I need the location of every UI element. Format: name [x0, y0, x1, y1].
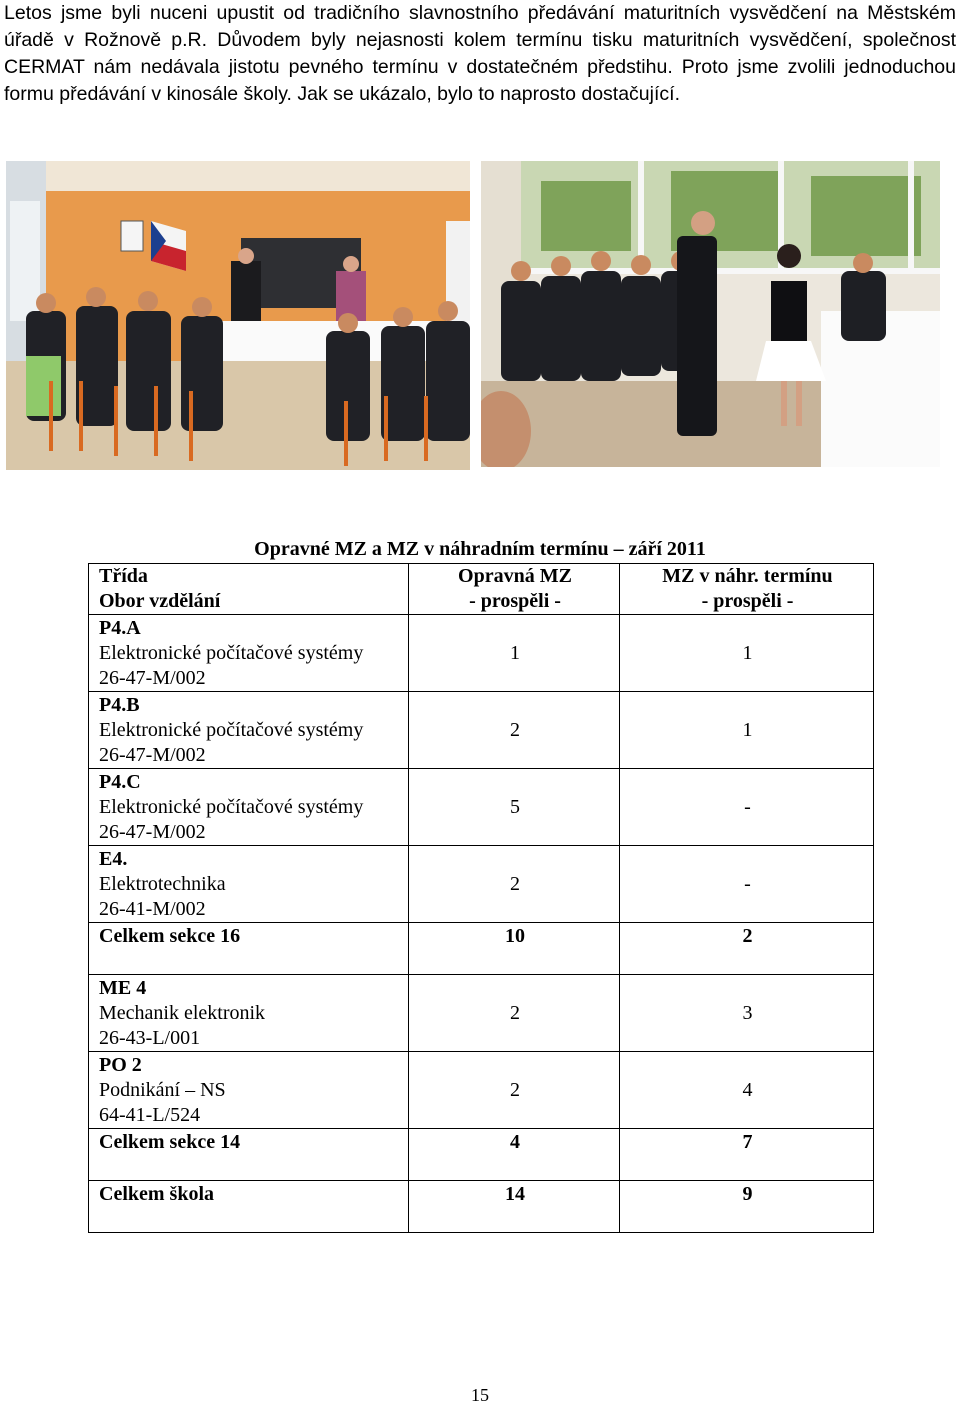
- total-retake: 4: [409, 1129, 620, 1181]
- program-code: 26-43-L/001: [99, 1026, 201, 1049]
- header-class-field: [89, 564, 409, 615]
- class-code: P4.B: [99, 693, 140, 716]
- alt-term-count: 1: [620, 692, 874, 769]
- header-retake: [409, 564, 620, 615]
- total-retake: 10: [409, 923, 620, 975]
- results-table: [88, 563, 874, 1233]
- field-name: Elektrotechnika: [99, 872, 226, 895]
- class-cell: [89, 846, 409, 923]
- total-retake: 14: [409, 1181, 620, 1233]
- retake-count: 2: [409, 1052, 620, 1129]
- alt-term-count: 4: [620, 1052, 874, 1129]
- retake-count: 2: [409, 692, 620, 769]
- intro-paragraph: Letos jsme byli nuceni upustit od tradičního slavnostního předávání maturitních vysvědčení na Městském úřadě v Rožnově p.R. Důvodem byly nejasnosti kolem termínu tisku maturitních vysvědčení, společnost CERMAT nám nedávala jistotu pevného termínu v dostatečném předstihu. Proto jsme zvolili jednoduchou formu předávání v kinosále školy. Jak se ukázalo, bylo to naprosto dostačující.: [4, 2, 956, 105]
- table-row: [89, 975, 874, 1052]
- class-cell: [89, 769, 409, 846]
- alt-term-count: 1: [620, 615, 874, 692]
- total-alt-term: 2: [620, 923, 874, 975]
- class-cell: [89, 975, 409, 1052]
- field-name: Elektronické počítačové systémy: [99, 795, 364, 818]
- school-total-row: [89, 1181, 874, 1233]
- ceremony-classroom-photo: [6, 161, 470, 470]
- header-alt-term: [620, 564, 874, 615]
- class-code: P4.A: [99, 616, 141, 639]
- section-14-total-row: [89, 1129, 874, 1181]
- retake-count: 1: [409, 615, 620, 692]
- class-cell: [89, 692, 409, 769]
- field-name: Podnikání – NS: [99, 1078, 226, 1101]
- header-alt-term-label: MZ v náhr. termínu: [662, 565, 833, 587]
- header-class-label: Třída: [99, 565, 148, 587]
- class-cell: [89, 615, 409, 692]
- program-code: 26-47-M/002: [99, 666, 206, 689]
- program-code: 64-41-L/524: [99, 1103, 201, 1126]
- page-number: 15: [471, 1385, 489, 1405]
- total-label: Celkem škola: [89, 1181, 409, 1233]
- certificate-handover-photo: [481, 161, 940, 467]
- retake-count: 2: [409, 975, 620, 1052]
- table-row: [89, 692, 874, 769]
- alt-term-count: -: [620, 769, 874, 846]
- header-retake-label: Opravná MZ: [458, 565, 572, 587]
- header-field-label: Obor vzdělání: [99, 590, 221, 612]
- field-name: Mechanik elektronik: [99, 1001, 266, 1024]
- program-code: 26-47-M/002: [99, 820, 206, 843]
- alt-term-count: -: [620, 846, 874, 923]
- table-header-row: [89, 564, 874, 615]
- table-row: [89, 846, 874, 923]
- class-code: P4.C: [99, 770, 141, 793]
- class-code: PO 2: [99, 1053, 142, 1076]
- table-row: [89, 615, 874, 692]
- total-alt-term: 9: [620, 1181, 874, 1233]
- retake-count: 5: [409, 769, 620, 846]
- field-name: Elektronické počítačové systémy: [99, 718, 364, 741]
- field-name: Elektronické počítačové systémy: [99, 641, 364, 664]
- table-row: [89, 1052, 874, 1129]
- header-alt-term-sub: - prospěli -: [701, 590, 794, 612]
- program-code: 26-41-M/002: [99, 897, 206, 920]
- total-label: Celkem sekce 14: [89, 1129, 409, 1181]
- class-cell: [89, 1052, 409, 1129]
- total-alt-term: 7: [620, 1129, 874, 1181]
- section-16-total-row: [89, 923, 874, 975]
- total-label: Celkem sekce 16: [89, 923, 409, 975]
- class-code: ME 4: [99, 976, 147, 999]
- retake-count: 2: [409, 846, 620, 923]
- alt-term-count: 3: [620, 975, 874, 1052]
- table-row: [89, 769, 874, 846]
- header-retake-sub: - prospěli -: [469, 590, 561, 612]
- table-title: Opravné MZ a MZ v náhradním termínu – září 2011: [254, 538, 706, 560]
- class-code: E4.: [99, 847, 128, 870]
- program-code: 26-47-M/002: [99, 743, 206, 766]
